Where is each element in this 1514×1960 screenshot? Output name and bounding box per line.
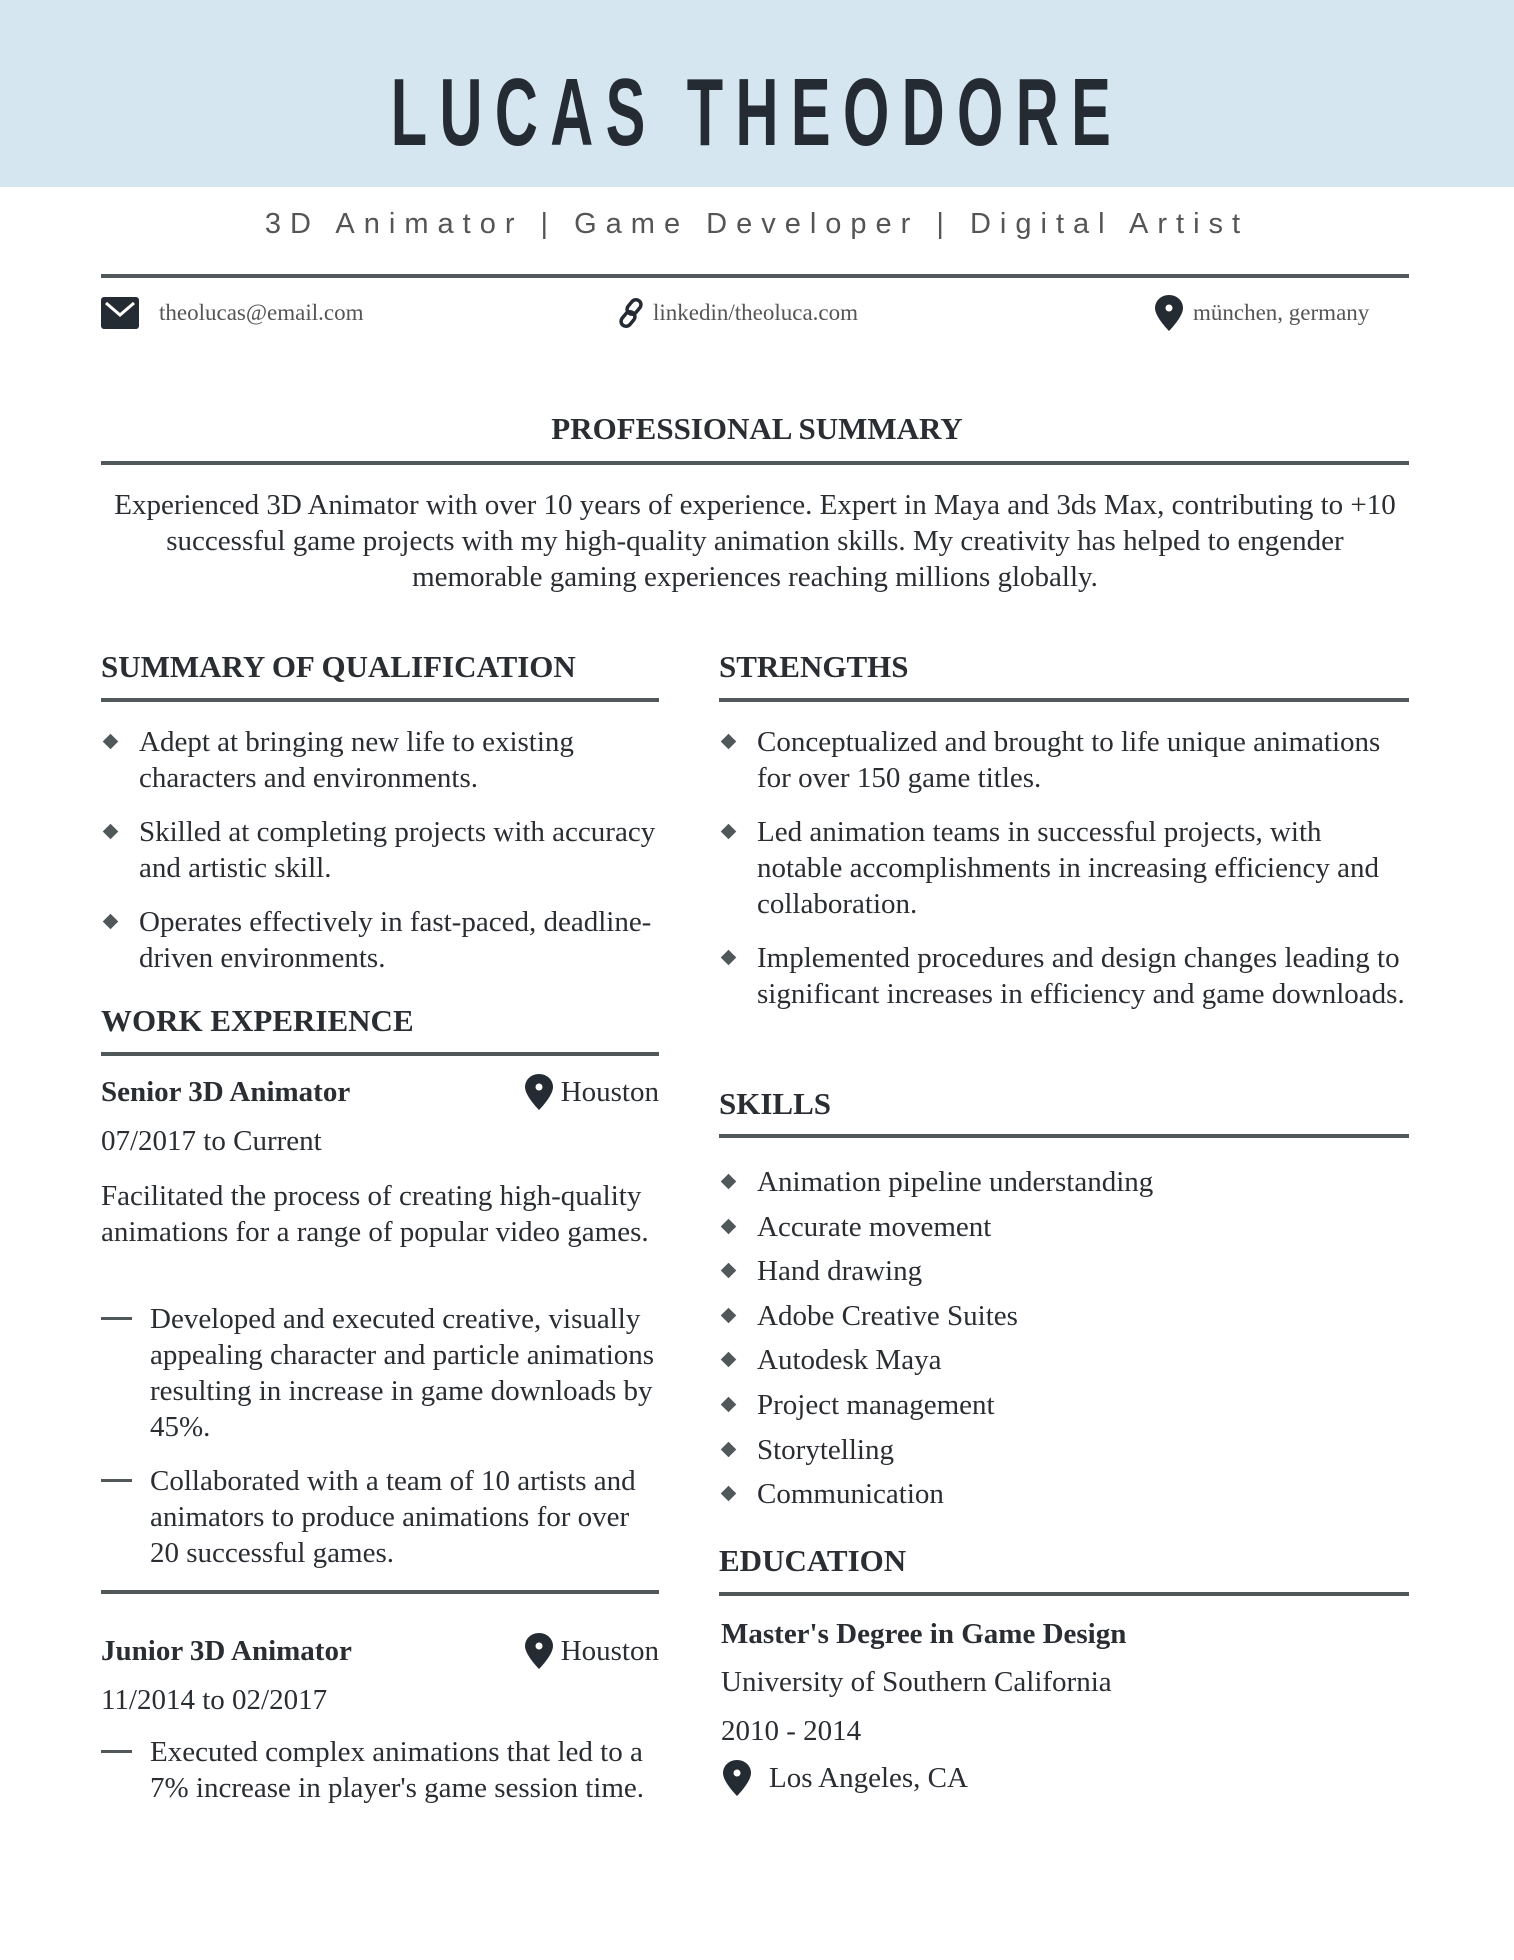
section-title-strengths: STRENGTHS [719,649,909,684]
job-bullets [101,1301,659,1589]
map-pin-icon [723,1760,751,1796]
divider [719,1134,1409,1138]
job-dates: 07/2017 to Current [101,1125,322,1157]
contact-email[interactable] [101,296,363,330]
list-item: Conceptualized and brought to life unique animations for over 150 game titles. [719,724,1409,796]
list-item: Hand drawing [719,1253,1409,1289]
email-text: theolucas@email.com [159,300,364,325]
link-icon [617,297,647,329]
section-title-experience: WORK EXPERIENCE [101,1003,414,1038]
list-item: Accurate movement [719,1209,1409,1245]
list-item: Communication [719,1476,1409,1512]
education-years: 2010 - 2014 [721,1715,862,1747]
job-header [101,1633,659,1669]
list-item: Operates effectively in fast-paced, deadline-driven environments. [101,904,659,976]
list-item: Adobe Creative Suites [719,1298,1409,1334]
map-pin-icon [525,1074,553,1110]
location-text: münchen, germany [1193,300,1370,325]
linkedin-text: linkedin/theoluca.com [653,300,859,325]
contact-location [1155,296,1369,330]
divider [719,1592,1409,1596]
divider [101,1590,659,1594]
degree: Master's Degree in Game Design [721,1618,1127,1650]
job-description: Facilitated the process of creating high-quality animations for a range of popular video games. [101,1180,649,1248]
list-item: Executed complex animations that led to a 7% increase in player's game session time. [101,1734,659,1806]
list-item: Implemented procedures and design changes leading to significant increases in efficiency and game downloads. [719,940,1409,1012]
job-location: Houston [560,1635,659,1667]
divider [101,698,659,702]
section-title-summary: PROFESSIONAL SUMMARY [551,411,963,446]
section-title-qualifications: SUMMARY OF QUALIFICATION [101,649,576,684]
school: University of Southern California [721,1666,1112,1698]
list-item: Skilled at completing projects with accuracy and artistic skill. [101,814,659,886]
education-location-text: Los Angeles, CA [769,1762,968,1794]
job-title: Junior 3D Animator [101,1635,352,1667]
summary-text: Experienced 3D Animator with over 10 years of experience. Expert in Maya and 3ds Max, contributing to +10 successful game projects with my high-quality animation skills. My creativity has helped to engender memorable gaming experiences reaching millions globally. [114,489,1396,593]
contact-linkedin[interactable] [617,296,858,330]
list-item: Developed and executed creative, visually appealing character and particle animations resulting in increase in game downloads by 45%. [101,1301,659,1445]
list-item: Project management [719,1387,1409,1423]
list-item: Storytelling [719,1432,1409,1468]
divider [719,698,1409,702]
candidate-name: LUCAS THEODORE [390,59,1124,166]
list-item: Autodesk Maya [719,1342,1409,1378]
envelope-icon [101,297,139,329]
job-bullets [101,1734,659,1824]
strengths-list [719,724,1409,1030]
education-location [723,1760,968,1796]
divider [101,274,1409,278]
section-title-education: EDUCATION [719,1543,907,1578]
skills-list [719,1164,1409,1521]
job-header [101,1074,659,1110]
divider [101,1052,659,1056]
job-title: Senior 3D Animator [101,1076,351,1108]
list-item: Adept at bringing new life to existing characters and environments. [101,724,659,796]
divider [101,461,1409,465]
job-titles: 3D Animator | Game Developer | Digital Artist [264,208,1250,240]
section-title-skills: SKILLS [719,1086,832,1121]
map-pin-icon [525,1633,553,1669]
list-item: Collaborated with a team of 10 artists and animators to produce animations for over 20 successful games. [101,1463,659,1571]
map-pin-icon [1155,295,1183,331]
job-location: Houston [560,1076,659,1108]
list-item: Led animation teams in successful projects, with notable accomplishments in increasing efficiency and collaboration. [719,814,1409,922]
job-dates: 11/2014 to 02/2017 [101,1684,328,1716]
list-item: Animation pipeline understanding [719,1164,1409,1200]
qualifications-list [101,724,659,994]
